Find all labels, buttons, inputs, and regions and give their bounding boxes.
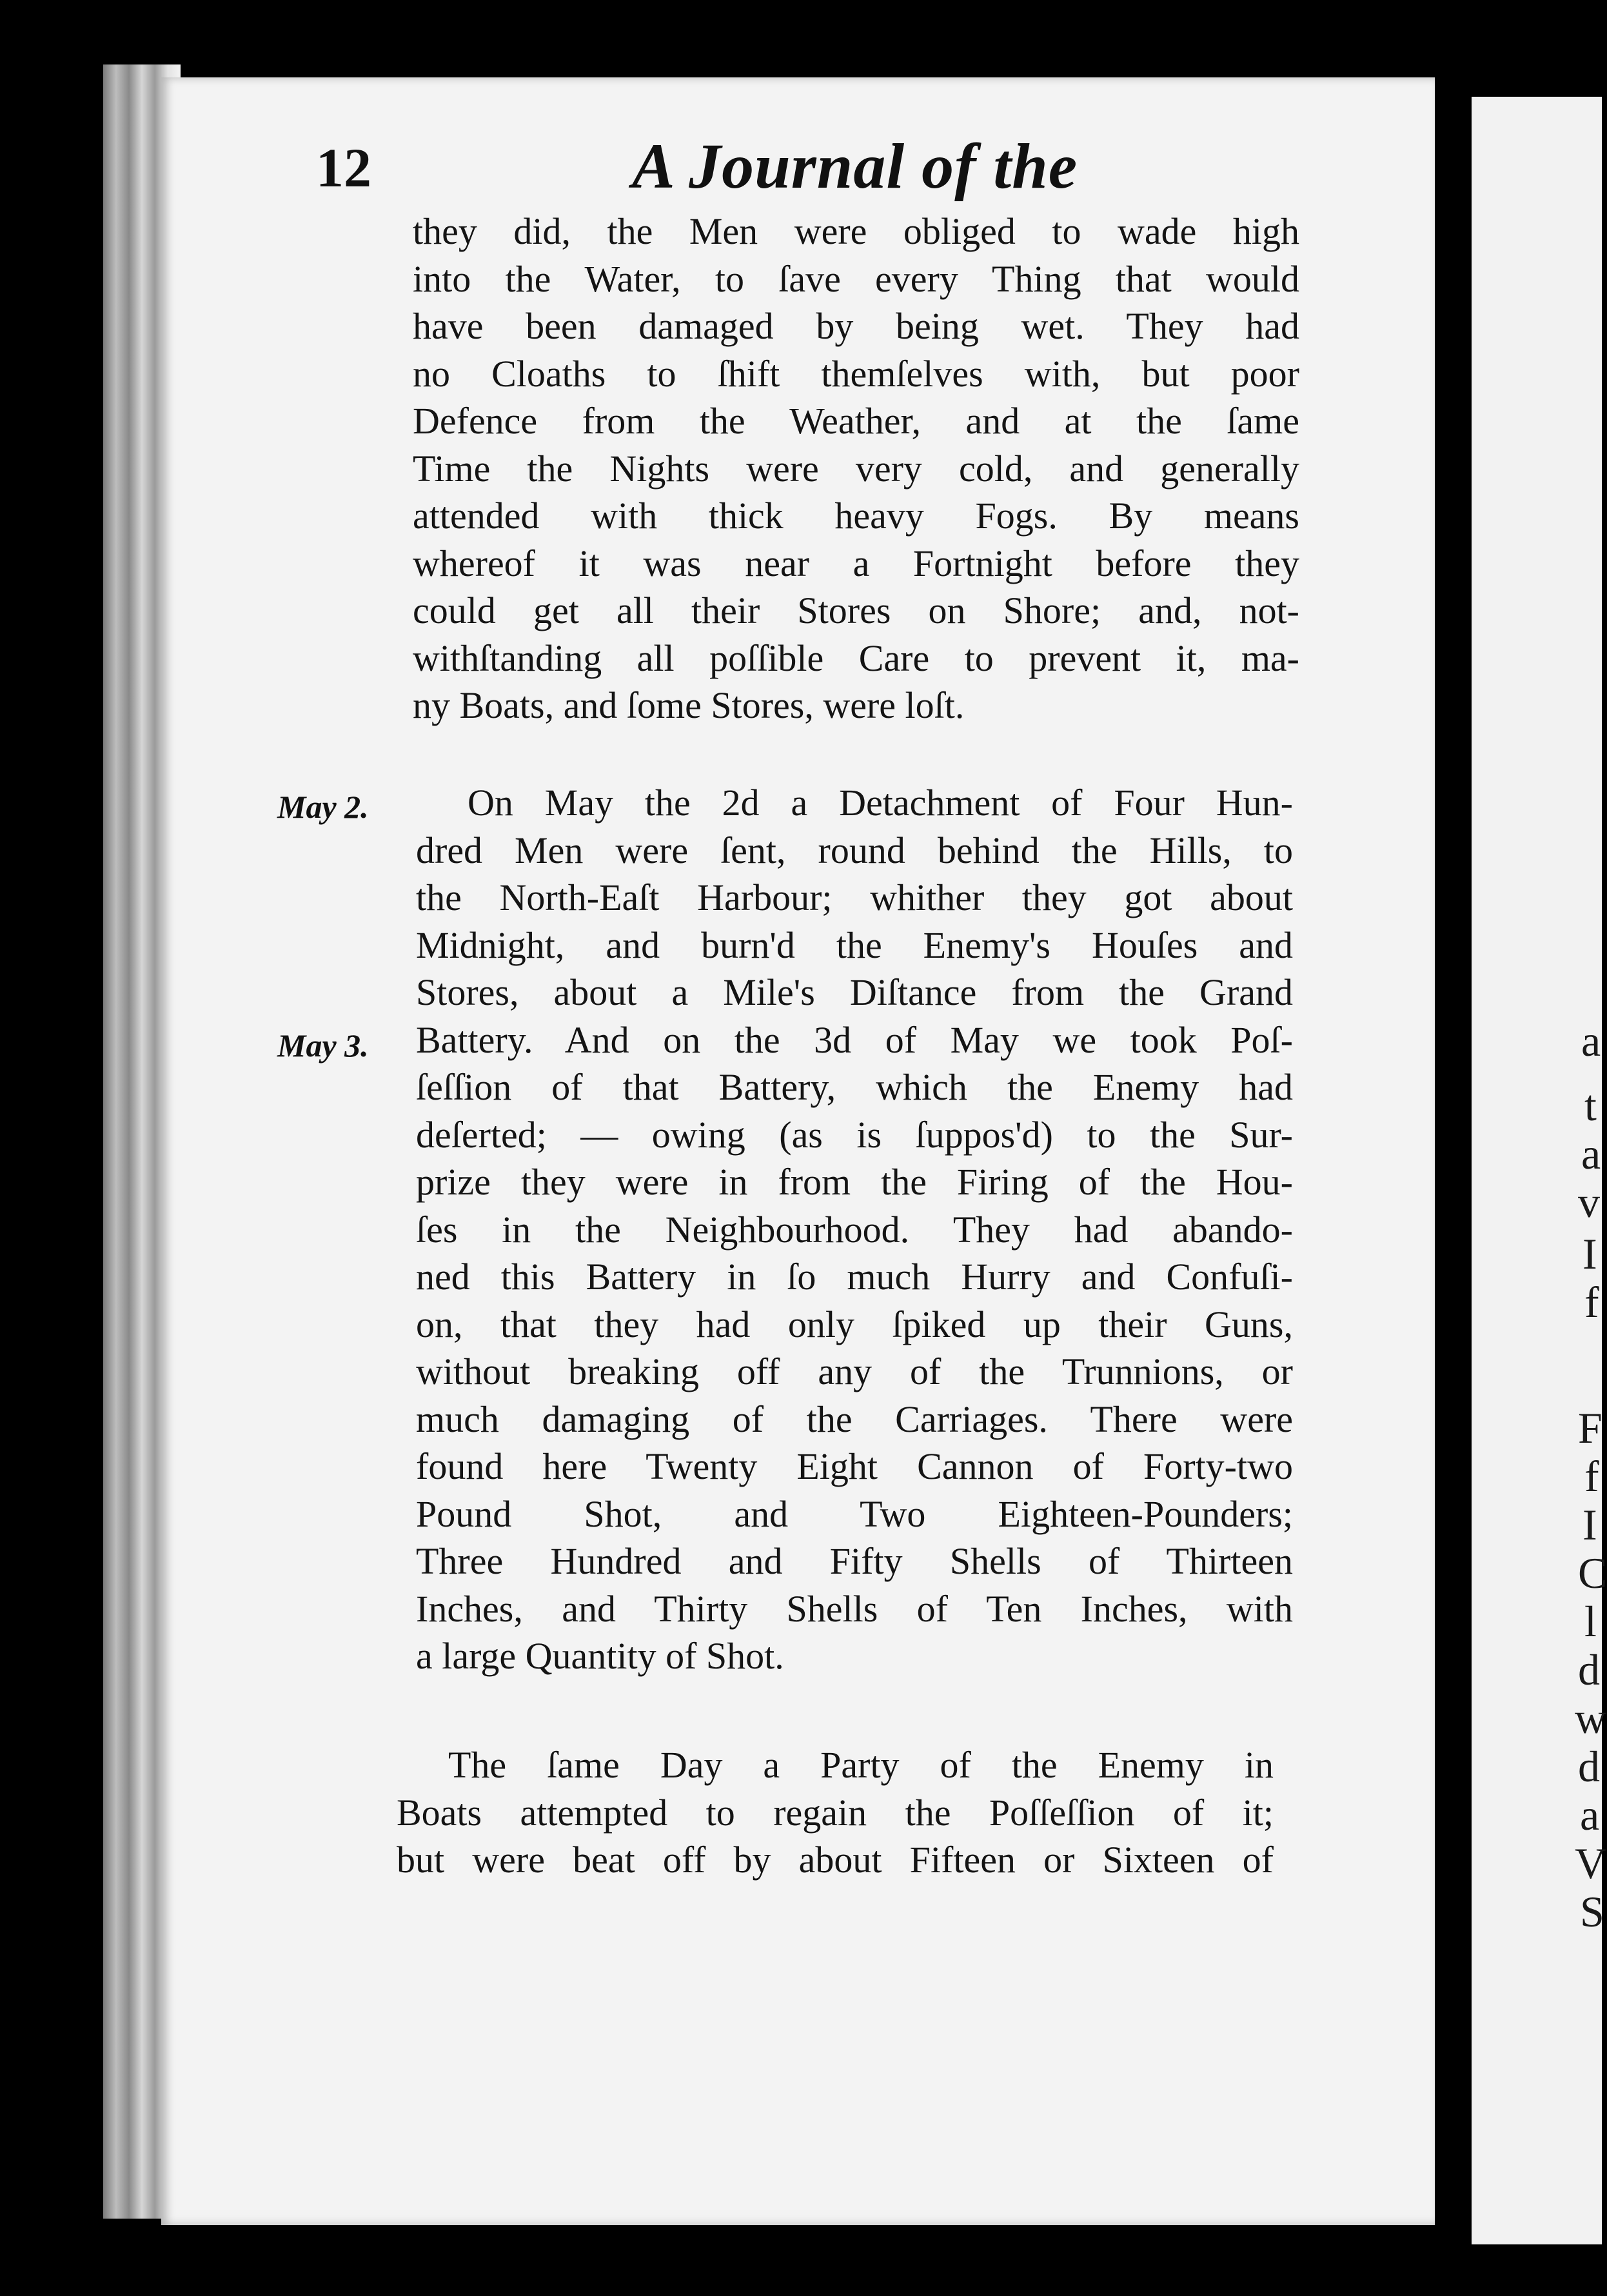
text-line: Stores, about a Mile's Diſtance from the Grand — [416, 971, 1293, 1013]
paragraph-1 — [413, 208, 1299, 729]
facing-fragment: a — [1581, 1129, 1601, 1178]
text-line: have been damaged by being wet. They had — [413, 305, 1299, 347]
text-line: ſes in the Neighbourhood. They had abando- — [416, 1208, 1293, 1251]
text-line: prize they were in from the Firing of the Hou- — [416, 1161, 1293, 1203]
margin-note-may-3: May 3. — [277, 1027, 369, 1064]
text-line: Boats attempted to regain the Poſſeſſion of it; — [397, 1791, 1274, 1834]
text-line: much damaging of the Carriages. There were — [416, 1398, 1293, 1440]
text-line: no Cloaths to ſhift themſelves with, but poor — [413, 352, 1299, 395]
facing-fragment: w — [1575, 1694, 1607, 1743]
text-line: into the Water, to ſave every Thing that would — [413, 257, 1299, 300]
facing-fragment: d — [1578, 1742, 1600, 1791]
text-line: Three Hundred and Fifty Shells of Thirteen — [416, 1540, 1293, 1582]
text-line: withſtanding all poſſible Care to prevent it, ma- — [413, 637, 1299, 679]
facing-fragment: V — [1575, 1839, 1607, 1888]
text-line: ned this Battery in ſo much Hurry and Confuſi- — [416, 1256, 1293, 1298]
facing-fragment: l — [1584, 1597, 1597, 1646]
facing-fragment: t — [1584, 1081, 1597, 1130]
facing-fragment: I — [1582, 1229, 1597, 1278]
facing-fragment: f — [1584, 1452, 1599, 1501]
facing-fragment: F — [1578, 1403, 1602, 1452]
text-line: they did, the Men were obliged to wade high — [413, 210, 1299, 252]
text-line: could get all their Stores on Shore; and, not- — [413, 589, 1299, 631]
text-line: attended with thick heavy Fogs. By means — [413, 495, 1299, 537]
text-line: a large Quantity of Shot. — [416, 1635, 784, 1677]
text-line: Battery. And on the 3d of May we took Poſ- — [416, 1018, 1293, 1061]
text-line: Midnight, and burn'd the Enemy's Houſes and — [416, 924, 1293, 966]
facing-fragment: d — [1578, 1645, 1600, 1694]
paragraph-3 — [397, 1741, 1274, 1884]
text-line: without breaking off any of the Trunnions, or — [416, 1351, 1293, 1392]
facing-fragment: f — [1584, 1278, 1599, 1327]
facing-fragment: a — [1580, 1790, 1600, 1839]
facing-fragment: v — [1578, 1178, 1600, 1227]
facing-fragment: I — [1582, 1500, 1597, 1549]
text-line: ny Boats, and ſome Stores, were loſt. — [413, 684, 965, 726]
text-line: On May the 2d a Detachment of Four Hun- — [468, 782, 1293, 824]
text-line: the North-Eaſt Harbour; whither they got about — [416, 876, 1293, 918]
text-line: dred Men were ſent, round behind the Hills, to — [416, 829, 1293, 871]
text-line: The ſame Day a Party of the Enemy in — [448, 1744, 1274, 1786]
text-line: deſerted; — owing (as is ſuppos'd) to the Sur- — [416, 1113, 1293, 1156]
facing-fragment: a — [1581, 1016, 1601, 1065]
text-line: Defence from the Weather, and at the ſame — [413, 400, 1299, 442]
margin-note-may-2: May 2. — [277, 789, 369, 825]
paragraph-2 — [416, 779, 1293, 1680]
text-line: Pound Shot, and Two Eighteen-Pounders; — [416, 1492, 1293, 1535]
text-line: Inches, and Thirty Shells of Ten Inches, with — [416, 1587, 1293, 1630]
facing-fragment: S — [1580, 1887, 1604, 1936]
facing-page-edge — [1472, 97, 1607, 2244]
facing-fragment: C — [1578, 1549, 1607, 1598]
running-head: A Journal of the — [632, 130, 1078, 202]
text-line: Time the Nights were very cold, and generally — [413, 447, 1299, 490]
page-number: 12 — [316, 137, 371, 199]
text-line: on, that they had only ſpiked up their Guns, — [416, 1303, 1293, 1345]
text-line: found here Twenty Eight Cannon of Forty-two — [416, 1445, 1293, 1487]
text-line: but were beat off by about Fifteen or Sixteen of — [397, 1839, 1274, 1881]
text-line: whereof it was near a Fortnight before they — [413, 542, 1299, 584]
text-line: ſeſſion of that Battery, which the Enemy had — [416, 1066, 1293, 1108]
